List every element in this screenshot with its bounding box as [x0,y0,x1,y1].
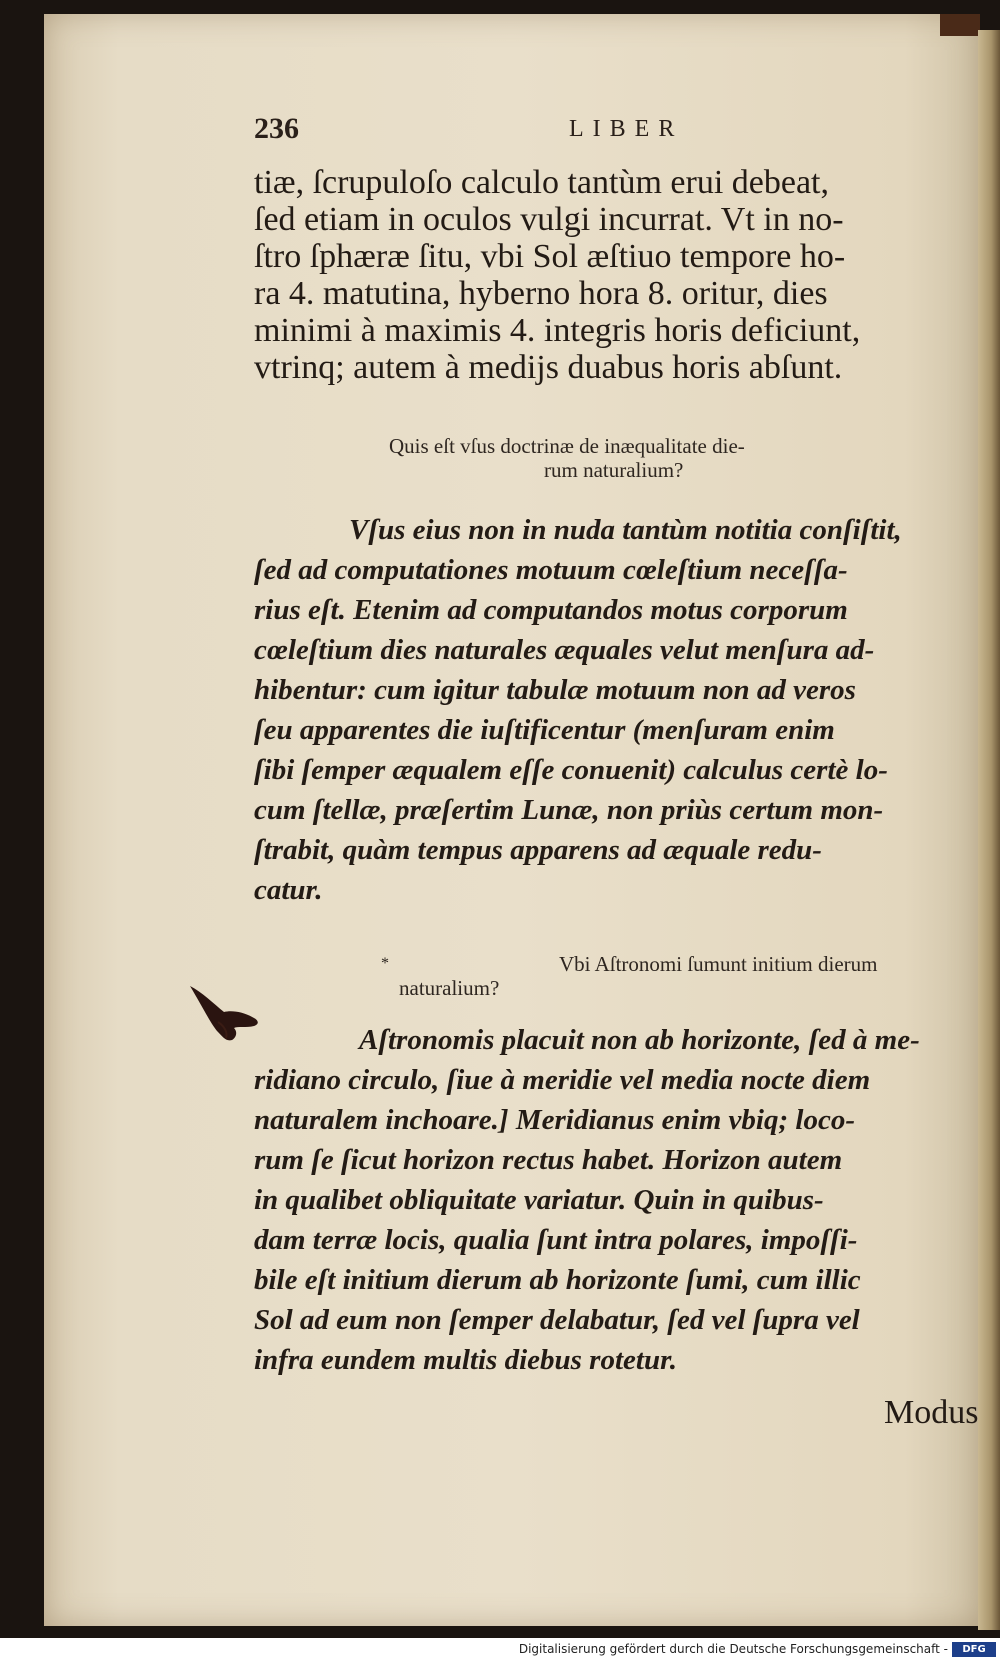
text-line: ſed ad computationes motuum cœleſtium neceſſa- [254,554,848,586]
asterisk-marker: * [381,955,389,972]
text-line: ra 4. matutina, hyberno hora 8. oritur, dies [254,275,828,312]
text-line: naturalem inchoare.] Meridianus enim vbiq; loco- [254,1104,855,1136]
binding-corner [940,14,980,36]
book-page [44,14,980,1626]
running-title: LIBER [569,116,684,142]
answer-paragraph [254,510,1000,910]
text-line: minimi à maximis 4. integris horis deficiunt, [254,312,861,349]
text-line: infra eundem multis diebus rotetur. [254,1344,678,1376]
text-line: rum ſe ſicut horizon rectus habet. Horizon autem [254,1144,843,1176]
text-line: Vſus eius non in nuda tantùm notitia conſiſtit, [349,514,902,546]
heading-line: rum naturalium? [544,458,684,482]
manicule-icon [188,982,264,1046]
footer-credit: Digitalisierung gefördert durch die Deutsche Forschungsgemeinschaft - [518,1642,948,1656]
catchword: Modus [884,1394,979,1431]
footer-bar [0,1638,1000,1662]
question-heading [381,952,878,1000]
text-line: vtrinq; autem à medijs duabus horis abſunt. [254,349,843,386]
text-line: ſeu apparentes die iuſtificentur (menſuram enim [254,714,835,746]
text-line: dam terræ locis, qualia ſunt intra polares, impoſſi- [254,1224,858,1256]
page-number: 236 [254,112,299,145]
text-line: in qualibet obliquitate variatur. Quin in quibus- [254,1184,824,1216]
text-line: ridiano circulo, ſiue à meridie vel media nocte diem [254,1064,871,1096]
dfg-logo-icon: DFG [952,1642,996,1657]
text-line: catur. [254,874,323,906]
heading-line: naturalium? [399,976,500,1000]
running-head [44,112,980,152]
page-edge [978,30,1000,1630]
text-line: hibentur: cum igitur tabulæ motuum non ad veros [254,674,856,706]
text-line: cœleſtium dies naturales æquales velut menſura ad- [254,634,875,666]
heading-line: Vbi Aſtronomi ſumunt initium dierum [559,952,878,976]
text-line: tiæ, ſcrupuloſo calculo tantùm erui debeat, [254,164,829,201]
text-line: cum ſtellæ, præſertim Lunæ, non priùs certum mon- [254,794,884,826]
text-line: ſtrabit, quàm tempus apparens ad æquale redu- [254,834,822,866]
text-line: bile eſt initium dierum ab horizonte ſumi, cum illic [254,1264,861,1296]
answer-paragraph [254,1020,1000,1380]
paragraph-continuation [254,164,1000,386]
question-heading [389,434,745,482]
text-line: ſibi ſemper æqualem eſſe conuenit) calculus certè lo- [254,754,888,786]
text-line: ſed etiam in oculos vulgi incurrat. Vt in no- [254,201,844,238]
text-line: ſtro ſphæræ ſitu, vbi Sol æſtiuo tempore ho- [254,238,846,275]
text-line: Aſtronomis placuit non ab horizonte, ſed à me- [359,1024,920,1056]
heading-line: Quis eſt vſus doctrinæ de inæqualitate die- [389,434,745,458]
text-line: Sol ad eum non ſemper delabatur, ſed vel ſupra vel [254,1304,860,1336]
text-line: rius eſt. Etenim ad computandos motus corporum [254,594,848,626]
